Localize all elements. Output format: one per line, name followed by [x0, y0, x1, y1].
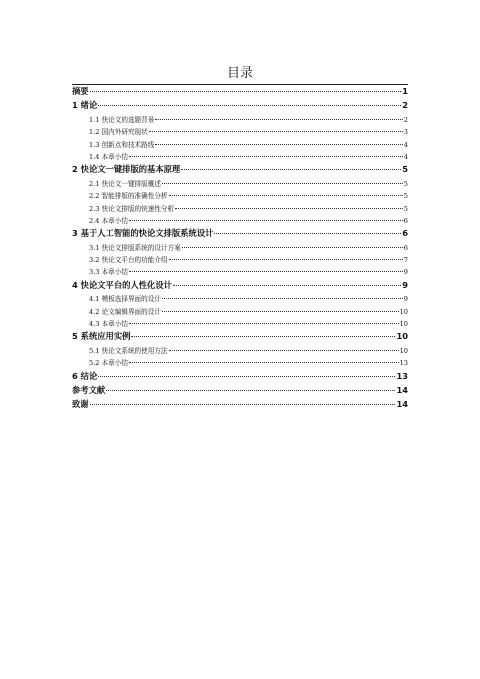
toc-section-entry[interactable]	[72, 266, 408, 278]
toc-page-number: 10	[399, 320, 408, 329]
toc-page-number: 6	[403, 243, 408, 252]
toc-entry-label: 4.1 模板选择界面的设计	[89, 295, 161, 304]
toc-section-entry[interactable]	[72, 178, 408, 190]
toc-entry-label: 5.2 本章小结	[89, 359, 128, 368]
toc-section-entry[interactable]	[72, 345, 408, 357]
toc-leader-dots	[98, 376, 395, 377]
toc-page-number: 4	[403, 152, 408, 161]
toc-section-entry[interactable]	[72, 293, 408, 305]
toc-page-number: 13	[396, 370, 408, 381]
toc-section-entry[interactable]	[72, 306, 408, 318]
toc-entry-label: 4.3 本章小结	[89, 320, 128, 329]
toc-entry-label: 2 快论文一键排版的基本原理	[72, 164, 181, 175]
toc-section-entry[interactable]	[72, 126, 408, 138]
toc-chapter-entry[interactable]	[72, 227, 408, 241]
toc-page-number: 10	[396, 331, 408, 342]
toc-leader-dots	[169, 259, 403, 260]
toc-entry-label: 2.4 本章小结	[89, 216, 128, 225]
toc-entry-label: 1.1 快论文的选题背景	[89, 115, 155, 124]
toc-page-number: 9	[403, 295, 408, 304]
toc-page-number: 1	[402, 86, 408, 96]
toc-leader-dots	[173, 285, 401, 286]
toc-leader-dots	[155, 144, 402, 145]
toc-leader-dots	[162, 183, 403, 184]
toc-page-number: 5	[403, 204, 408, 213]
toc-section-entry[interactable]	[72, 114, 408, 126]
toc-chapter-entry[interactable]	[72, 99, 408, 113]
toc-section-entry[interactable]	[72, 190, 408, 202]
toc-entry-label: 5 系统应用实例	[72, 331, 131, 342]
toc-entry-label: 致谢	[72, 399, 89, 410]
toc-entry-label: 参考文献	[72, 384, 106, 395]
toc-entry-label: 3.2 快论文平台的功能介绍	[89, 256, 168, 265]
toc-entry-label: 1.3 创新点和技术路线	[89, 140, 155, 149]
toc-entry-label: 1.2 国内外研究现状	[89, 128, 148, 137]
toc-leader-dots	[129, 271, 403, 272]
toc-leader-dots	[129, 220, 403, 221]
toc-chapter-entry[interactable]	[72, 370, 408, 384]
toc-page-number: 6	[402, 228, 408, 239]
toc-entry-label: 2.2 智能排版的准确性分析	[89, 192, 168, 201]
toc-section-entry[interactable]	[72, 203, 408, 215]
toc-leader-dots	[98, 105, 401, 106]
table-of-contents	[72, 84, 408, 413]
toc-leader-dots	[162, 311, 399, 312]
toc-page-number: 2	[402, 100, 408, 111]
toc-page-number: 7	[403, 256, 408, 265]
toc-leader-dots	[129, 156, 403, 157]
toc-leader-dots	[131, 336, 395, 337]
toc-leader-dots	[169, 195, 403, 196]
toc-leader-dots	[129, 323, 399, 324]
toc-page-number: 3	[403, 128, 408, 137]
toc-entry-label: 2.3 快论文排版的快速性分析	[89, 204, 175, 213]
toc-entry-label: 4 快论文平台的人性化设计	[72, 279, 172, 290]
toc-entry-label: 3 基于人工智能的快论文排版系统设计	[72, 228, 214, 239]
toc-chapter-entry[interactable]	[72, 384, 408, 398]
toc-entry-label: 1.4 本章小结	[89, 152, 128, 161]
toc-page-number: 5	[403, 192, 408, 201]
toc-entry-label: 3.1 快论文排版系统的设计方案	[89, 243, 181, 252]
toc-page-number: 14	[396, 399, 408, 410]
toc-entry-label: 2.1 快论文一键排版概述	[89, 179, 161, 188]
toc-section-entry[interactable]	[72, 357, 408, 369]
toc-section-entry[interactable]	[72, 215, 408, 227]
toc-leader-dots	[214, 233, 401, 234]
toc-page-number: 6	[403, 216, 408, 225]
toc-leader-dots	[129, 362, 399, 363]
toc-leader-dots	[181, 169, 401, 170]
toc-section-entry[interactable]	[72, 139, 408, 151]
toc-page-number: 13	[399, 359, 408, 368]
toc-leader-dots	[169, 350, 399, 351]
toc-page-number: 10	[399, 346, 408, 355]
toc-leader-dots	[106, 390, 395, 391]
toc-leader-dots	[149, 131, 403, 132]
toc-leader-dots	[162, 298, 403, 299]
toc-entry-label: 摘要	[72, 86, 89, 96]
toc-chapter-entry[interactable]	[72, 279, 408, 293]
toc-leader-dots	[155, 119, 402, 120]
toc-chapter-entry[interactable]	[72, 330, 408, 344]
toc-section-entry[interactable]	[72, 318, 408, 330]
toc-leader-dots	[182, 247, 403, 248]
page-title: 目录	[226, 66, 253, 81]
toc-page-number: 10	[399, 307, 408, 316]
toc-page-number: 9	[403, 268, 408, 277]
toc-page-number: 2	[403, 115, 408, 124]
toc-chapter-entry[interactable]	[72, 163, 408, 177]
toc-page-number: 4	[403, 140, 408, 149]
toc-entry-label: 1 绪论	[72, 100, 98, 111]
toc-chapter-entry[interactable]	[72, 85, 408, 99]
toc-leader-dots	[90, 404, 396, 405]
toc-section-entry[interactable]	[72, 254, 408, 266]
toc-section-entry[interactable]	[72, 151, 408, 163]
toc-page-number: 9	[402, 279, 408, 290]
toc-page-number: 5	[403, 179, 408, 188]
toc-entry-label: 5.1 快论文系统的使用方法	[89, 346, 168, 355]
toc-section-entry[interactable]	[72, 242, 408, 254]
toc-leader-dots	[90, 91, 402, 92]
toc-entry-label: 6 结论	[72, 370, 98, 381]
toc-chapter-entry[interactable]	[72, 398, 408, 412]
toc-leader-dots	[175, 208, 403, 209]
toc-entry-label: 3.3 本章小结	[89, 268, 128, 277]
toc-entry-label: 4.2 论文编辑界面的设计	[89, 307, 161, 316]
toc-page-number: 14	[396, 384, 408, 395]
toc-page-number: 5	[402, 164, 408, 175]
